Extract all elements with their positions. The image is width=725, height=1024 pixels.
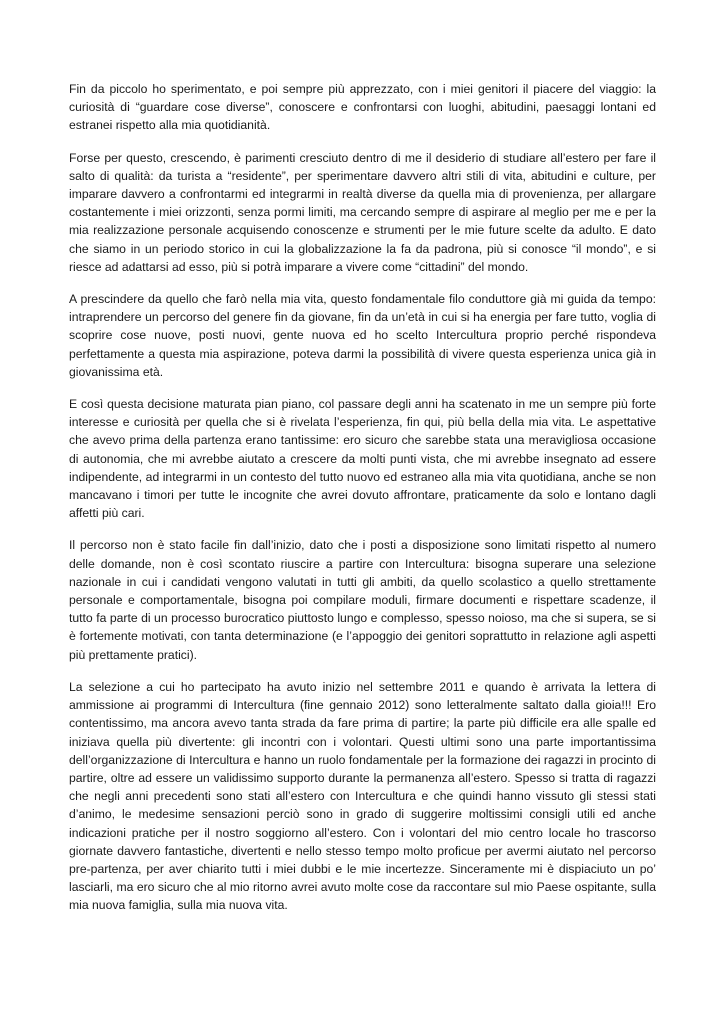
document-body (69, 80, 656, 929)
paragraph-2: Forse per questo, crescendo, è parimenti cresciuto dentro di me il desiderio di studiare all’estero per fare il salto di qualità: da turista a “residente”, per sperimentare davvero altri stili di vita, abitudini e culture, per imparare davvero a confrontarmi ed integrarmi in realtà diverse da quella mia di provenienza, per allargare costantemente i miei orizzonti, senza pormi limiti, ma cercando sempre di aspirare al meglio per me e per la mia realizzazione personale acquisendo conoscenze e strumenti per le mie future scelte da adulto. E dato che siamo in un periodo storico in cui la globalizzazione la fa da padrona, più si conosce “il mondo”, e si riesce ad adattarsi ad esso, più si potrà imparare a vivere come “cittadini” del mondo. (69, 150, 656, 274)
paragraph-3: A prescindere da quello che farò nella mia vita, questo fondamentale filo conduttore già mi guida da tempo: intraprendere un percorso del genere fin da giovane, fin da un’età in cui si ha energia per fare tutto, voglia di scoprire cose nuove, posti nuovi, gente nuova ed ho scelto Intercultura proprio perché rispondeva perfettamente a questa mia aspirazione, poteva darmi la possibilità di vivere questa esperienza unica già in giovanissima età. (69, 292, 656, 379)
paragraph-5: Il percorso non è stato facile fin dall’inizio, dato che i posti a disposizione sono limitati rispetto al numero delle domande, non è così scontato riuscire a partire con Intercultura: bisogna superare una selezione nazionale in cui i candidati vengono valutati in tutti gli ambiti, da quello scolastico a quello strettamente personale e comportamentale, bisogna poi compilare moduli, firmare documenti e rispettare scadenze, il tutto fa parte di un processo burocratico piuttosto lungo e complesso, spesso noioso, ma che si supera, se si è fortemente motivati, con tanta determinazione (e l’appoggio dei genitori soprattutto in relazione agli aspetti più prettamente pratici). (69, 538, 656, 662)
paragraph-1: Fin da piccolo ho sperimentato, e poi sempre più apprezzato, con i miei genitori il piacere del viaggio: la curiosità di “guardare cose diverse”, conoscere e confrontarsi con luoghi, abitudini, paesaggi lontani ed estranei rispetto alla mia quotidianità. (69, 82, 656, 133)
paragraph-6: La selezione a cui ho partecipato ha avuto inizio nel settembre 2011 e quando è arrivata la lettera di ammissione ai programmi di Intercultura (fine gennaio 2012) sono letteralmente saltato dalla gioia!!! Ero contentissimo, ma ancora avevo tanta strada da fare prima di partire; la parte più difficile era alle spalle ed iniziava quella più divertente: gli incontri con i volontari. Questi ultimi sono una parte importantissima dell’organizzazione di Intercultura e hanno un ruolo fondamentale per la formazione dei ragazzi in procinto di partire, oltre ad essere un validissimo supporto durante la permanenza all’estero. Spesso si tratta di ragazzi che negli anni precedenti sono stati all’estero con Intercultura e che quindi hanno vissuto gli stessi stati d’animo, le medesime sensazioni perciò sono in grado di suggerire moltissimi consigli utili ed anche indicazioni pratiche per il nostro soggiorno all’estero. Con i volontari del mio centro locale ho trascorso giornate davvero fantastiche, divertenti e nello stesso tempo molto proficue per avermi aiutato nel percorso pre-partenza, per aver chiarito tutti i miei dubbi e le mie incertezze. Sinceramente mi è dispiaciuto un po’ lasciarli, ma ero sicuro che al mio ritorno avrei avuto molte cose da raccontare sul mio Paese ospitante, sulla mia nuova famiglia, sulla mia nuova vita. (69, 679, 656, 913)
paragraph-4: E così questa decisione maturata pian piano, col passare degli anni ha scatenato in me un sempre più forte interesse e curiosità per quella che si è rivelata l’esperienza, fin qui, più bella della mia vita. Le aspettative che avevo prima della partenza erano tantissime: ero sicuro che sarebbe stata una meravigliosa occasione di autonomia, che mi avrebbe aiutato a crescere da molti punti vista, che mi avrebbe insegnato ad essere indipendente, ad integrarmi in un contesto del tutto nuovo ed estraneo alla mia vita quotidiana, anche se non mancavano i timori per tutte le incognite che avrei dovuto affrontare, praticamente da solo e lontano dagli affetti più cari. (69, 397, 656, 521)
